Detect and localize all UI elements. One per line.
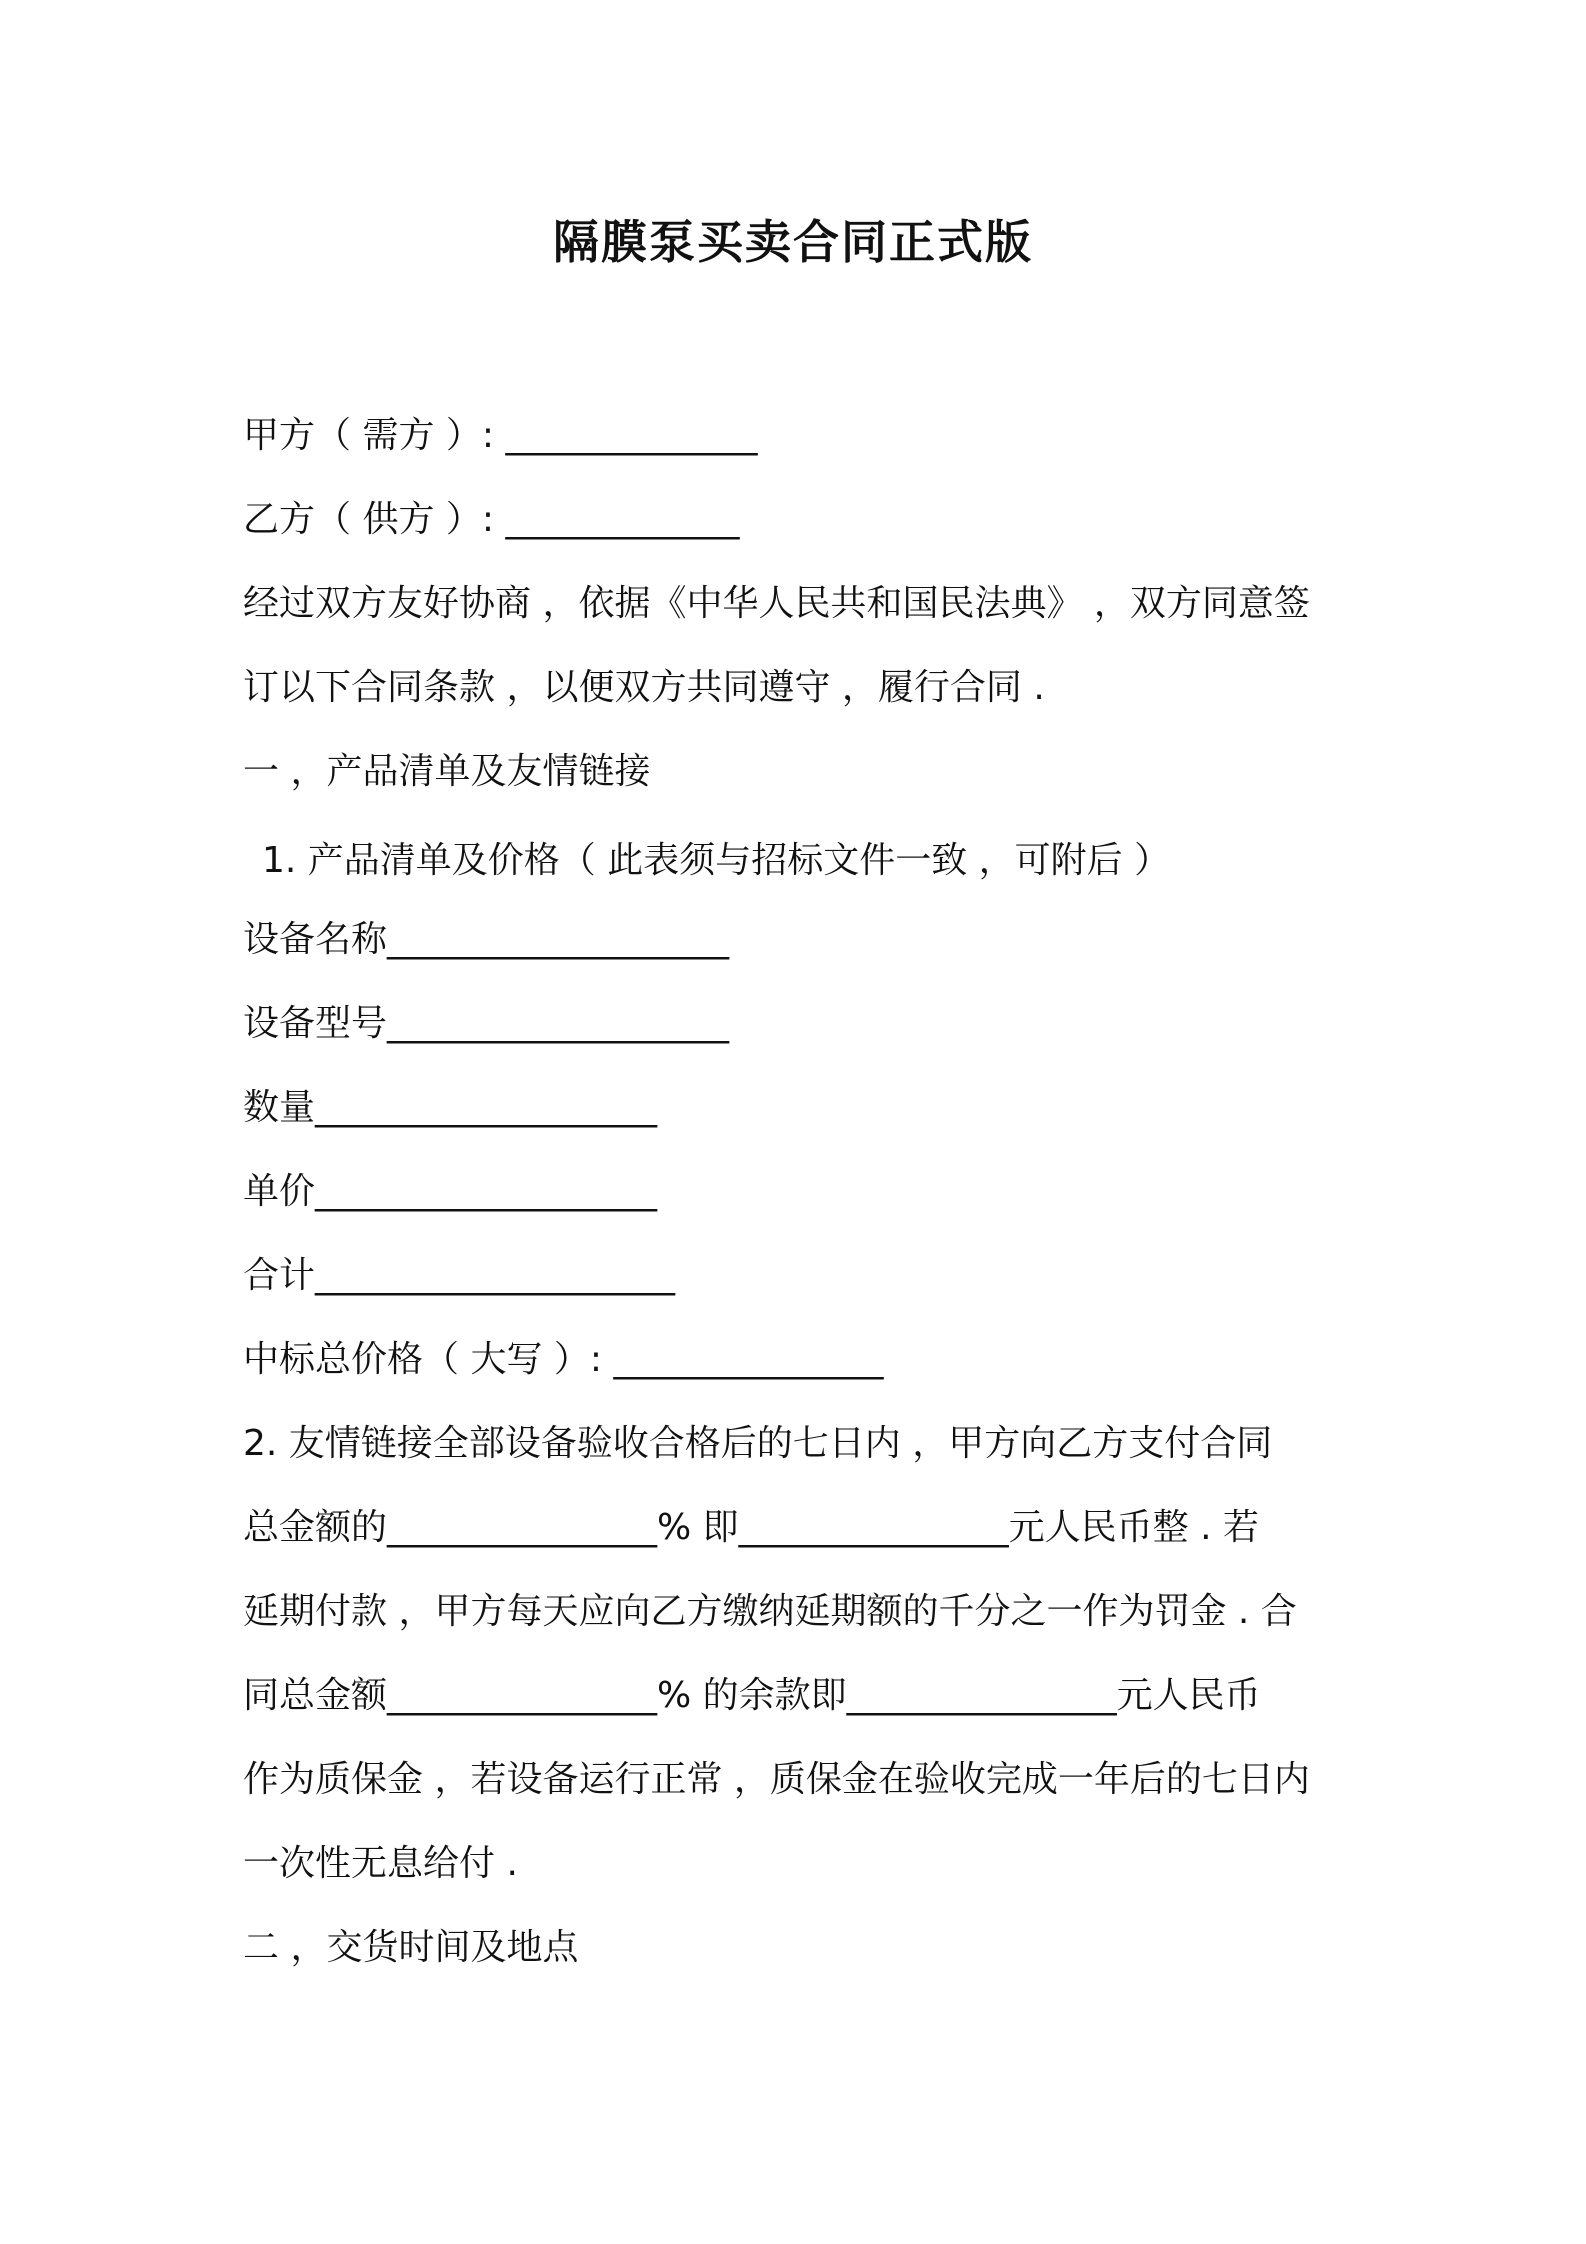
payment-line-2: 总金额的_______________% 即_______________元人民币整 . 若 — [243, 1507, 1259, 1548]
payment-line-1: 2. 友情链接全部设备验收合格后的七日内 ，甲方向乙方支付合同 — [243, 1423, 1273, 1464]
section-heading-1: 一 ，产品清单及友情链接 — [243, 751, 651, 792]
document-title: 隔膜泵买卖合同正式版 — [553, 215, 1033, 269]
field-bid-total-price: 中标总价格（ 大写 ）: _______________ — [243, 1339, 884, 1380]
subsection-heading-1: 1. 产品清单及价格（ 此表须与招标文件一致 ，可附后 ） — [262, 840, 1171, 881]
payment-line-4: 同总金额_______________% 的余款即_______________元人民币 — [243, 1675, 1261, 1716]
preamble-line-1: 经过双方友好协商 ，依据《中华人民共和国民法典》 ，双方同意签 — [243, 583, 1310, 624]
payment-line-3: 延期付款 ，甲方每天应向乙方缴纳延期额的千分之一作为罚金 . 合 — [243, 1591, 1297, 1632]
section-heading-2: 二 ，交货时间及地点 — [243, 1927, 579, 1968]
party-b-line: 乙方（ 供方 ）: _____________ — [243, 499, 740, 540]
payment-line-6: 一次性无息给付 . — [243, 1843, 518, 1884]
preamble-line-2: 订以下合同条款 ，以便双方共同遵守 ，履行合同 . — [243, 667, 1045, 708]
field-total: 合计____________________ — [243, 1255, 676, 1296]
payment-line-5: 作为质保金 ，若设备运行正常 ，质保金在验收完成一年后的七日内 — [243, 1759, 1310, 1800]
field-quantity: 数量___________________ — [243, 1087, 658, 1128]
field-equipment-name: 设备名称___________________ — [243, 919, 730, 960]
field-unit-price: 单价___________________ — [243, 1171, 658, 1212]
party-a-line: 甲方（ 需方 ）: ______________ — [243, 415, 758, 456]
field-equipment-model: 设备型号___________________ — [243, 1003, 730, 1044]
